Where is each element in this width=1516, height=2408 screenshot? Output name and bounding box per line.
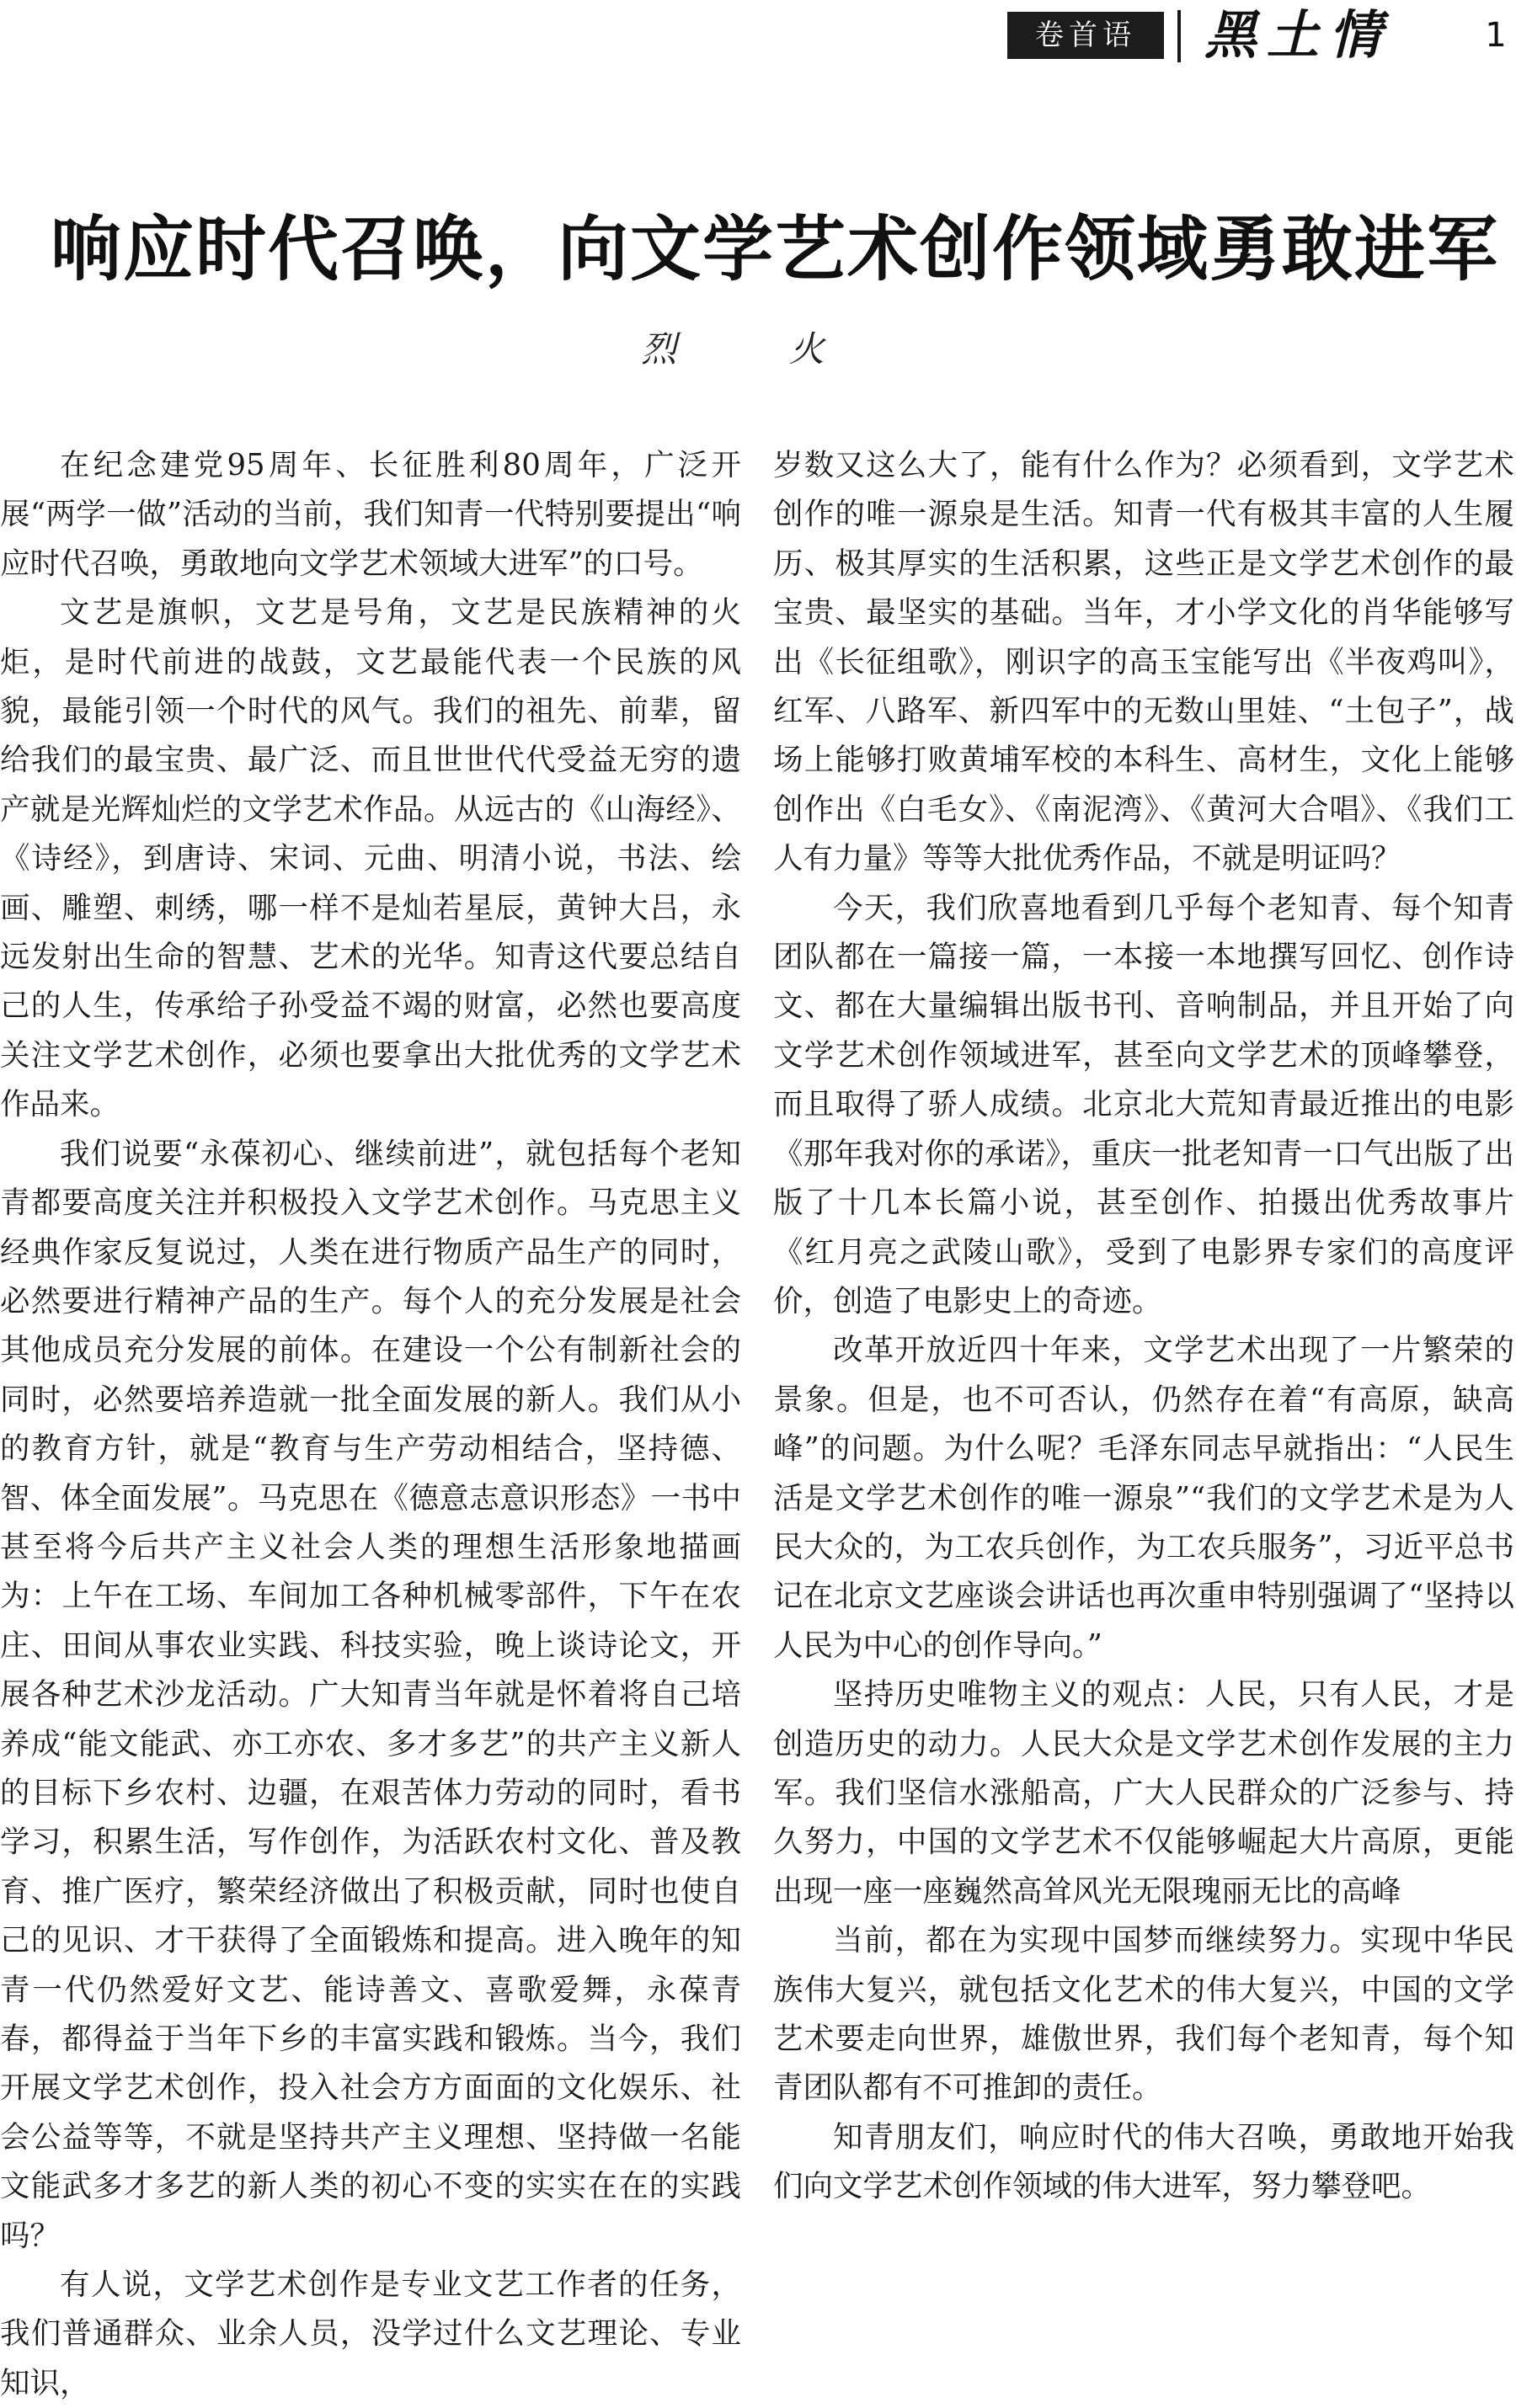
paragraph: 有人说，文学艺术创作是专业文艺工作者的任务，我们普通群众、业余人员，没学过什么文艺理论、专业知识， bbox=[0, 2267, 741, 2400]
magazine-title: 黑土情 bbox=[1204, 4, 1392, 66]
paragraph: 当前，都在为实现中国梦而继续努力。实现中华民族伟大复兴，就包括文化艺术的伟大复兴，中国的文学艺术要走向世界，雄傲世界，我们每个老知青，每个知青团队都有不可推卸的责任。 bbox=[773, 1923, 1514, 2106]
paragraph: 岁数又这么大了，能有什么作为？必须看到，文学艺术创作的唯一源泉是生活。知青一代有极其丰富的人生履历、极其厚实的生活积累，这些正是文学艺术创作的最宝贵、最坚实的基础。当年，才小学文化的肖华能够写出《长征组歌》，刚识字的高玉宝能写出《半夜鸡叫》，红军、八路军、新四军中的无数山里娃、“土包子”，战场上能够打败黄埔军校的本科生、高材生，文化上能够创作出《白毛女》、《南泥湾》、《黄河大合唱》、《我们工人有力量》等等大批优秀作品，不就是明证吗？ bbox=[773, 448, 1514, 876]
paragraph: 改革开放近四十年来，文学艺术出现了一片繁荣的景象。但是，也不可否认，仍然存在着“有高原，缺高峰”的问题。为什么呢？毛泽东同志早就指出：“人民生活是文学艺术创作的唯一源泉”“我们的文学艺术是为人民大众的，为工农兵创作，为工农兵服务”，习近平总书记在北京文艺座谈会讲话也再次重申特别强调了“坚持以人民为中心的创作导向。” bbox=[773, 1333, 1514, 1663]
paragraph: 我们说要“永葆初心、继续前进”，就包括每个老知青都要高度关注并积极投入文学艺术创作。马克思主义经典作家反复说过，人类在进行物质产品生产的同时，必然要进行精神产品的生产。每个人的充分发展是社会其他成员充分发展的前体。在建设一个公有制新社会的同时，必然要培养造就一批全面发展的新人。我们从小的教育方针，就是“教育与生产劳动相结合，坚持德、智、体全面发展”。马克思在《德意志意识形态》一书中甚至将今后共产主义社会人类的理想生活形象地描画为：上午在工场、车间加工各种机械零部件，下午在农庄、田间从事农业实践、科技实验，晚上谈诗论文，开展各种艺术沙龙活动。广大知青当年就是怀着将自己培养成“能文能武、亦工亦农、多才多艺”的共产主义新人的目标下乡农村、边疆，在艰苦体力劳动的同时，看书学习，积累生活，写作创作，为活跃农村文化、普及教育、推广医疗，繁荣经济做出了积极贡献，同时也使自己的见识、才干获得了全面锻炼和提高。进入晚年的知青一代仍然爱好文艺、能诗善文、喜歌爱舞，永葆青春，都得益于当年下乡的丰富实践和锻炼。当今，我们开展文学艺术创作，投入社会方方面面的文化娱乐、社会公益等等，不就是坚持共产主义理想、坚持做一名能文能武多才多艺的新人类的初心不变的实实在在的实践吗？ bbox=[0, 1136, 741, 2253]
page-number: 1 bbox=[1485, 16, 1507, 55]
paragraph: 文艺是旗帜，文艺是号角，文艺是民族精神的火炬，是时代前进的战鼓，文艺最能代表一个民族的风貌，最能引领一个时代的风气。我们的祖先、前辈，留给我们的最宝贵、最广泛、而且世世代代受益无穷的遗产就是光辉灿烂的文学艺术作品。从远古的《山海经》、《诗经》，到唐诗、宋词、元曲、明清小说，书法、绘画、雕塑、刺绣，哪一样不是灿若星辰，黄钟大吕，永远发射出生命的智慧、艺术的光华。知青这代要总结自己的人生，传承给子孙受益不竭的财富，必然也要高度关注文学艺术创作，必须也要拿出大批优秀的文学艺术作品来。 bbox=[0, 595, 741, 1122]
paragraph: 坚持历史唯物主义的观点：人民，只有人民，才是创造历史的动力。人民大众是文学艺术创作发展的主力军。我们坚信水涨船高，广大人民群众的广泛参与、持久努力，中国的文学艺术不仅能够崛起大片高原，更能出现一座一座巍然高耸风光无限瑰丽无比的高峰 bbox=[773, 1677, 1514, 1909]
paragraph: 在纪念建党95周年、长征胜利80周年，广泛开展“两学一做”活动的当前，我们知青一代特别要提出“响应时代召唤，勇敢地向文学艺术领域大进军”的口号。 bbox=[0, 448, 741, 581]
paragraph: 知青朋友们，响应时代的伟大召唤，勇敢地开始我们向文学艺术创作领域的伟大进军，努力攀登吧。 bbox=[773, 2119, 1514, 2204]
paragraph: 今天，我们欣喜地看到几乎每个老知青、每个知青团队都在一篇接一篇，一本接一本地撰写回忆、创作诗文、都在大量编辑出版书刊、音响制品，并且开始了向文学艺术创作领域进军，甚至向文学艺术的顶峰攀登，而且取得了骄人成绩。北京北大荒知青最近推出的电影《那年我对你的承诺》，重庆一批老知青一口气出版了出版了十几本长篇小说，甚至创作、拍摄出优秀故事片《红月亮之武陵山歌》，受到了电影界专家们的高度评价，创造了电影史上的奇迹。 bbox=[773, 890, 1514, 1319]
section-tag: 卷首语 bbox=[1007, 12, 1164, 59]
article-author: 烈 火 bbox=[641, 328, 875, 370]
text-column-right bbox=[773, 441, 1514, 2204]
header-divider bbox=[1177, 10, 1181, 62]
text-column-left bbox=[0, 441, 741, 2400]
page-header bbox=[0, 0, 1516, 76]
article-title: 响应时代召唤，向文学艺术创作领域勇敢进军 bbox=[51, 208, 1500, 290]
